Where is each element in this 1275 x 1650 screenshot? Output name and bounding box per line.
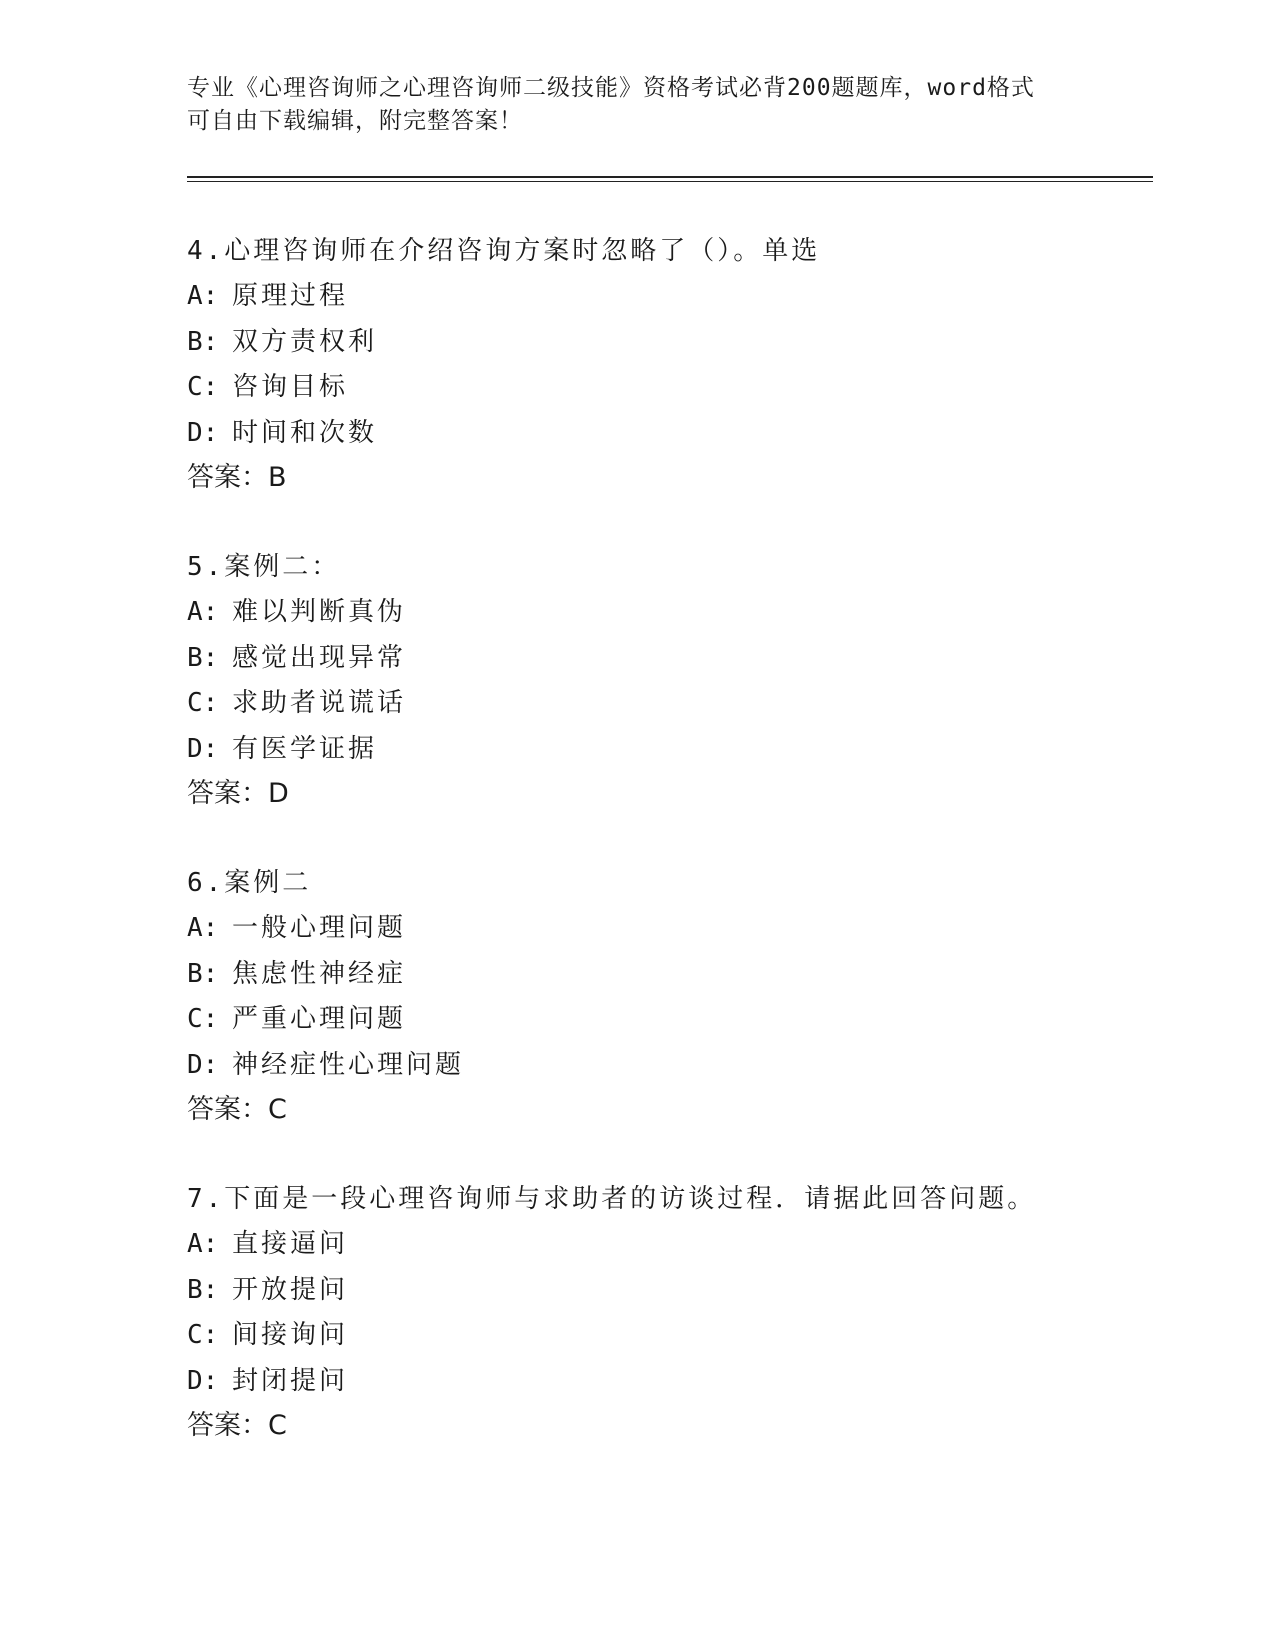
- answer-line: 答案：C: [187, 1410, 287, 1441]
- option-text: 焦虑性神经症: [232, 958, 407, 989]
- option-letter: D:: [187, 733, 219, 764]
- option-letter: C:: [187, 1004, 219, 1034]
- option-c: [187, 997, 1187, 1043]
- option-letter: D:: [187, 1365, 219, 1396]
- option-b: [187, 1268, 1187, 1314]
- option-text: 求助者说谎话: [232, 688, 407, 718]
- option-b: [187, 952, 1187, 998]
- option-text: 双方责权利: [232, 326, 378, 357]
- option-c: [187, 681, 1187, 727]
- option-text: 严重心理问题: [232, 1004, 407, 1034]
- question-text: 4.心理咨询师在介绍咨询方案时忽略了（）。单选: [187, 236, 821, 266]
- option-text: 有医学证据: [232, 733, 378, 764]
- option-letter: A:: [187, 597, 219, 627]
- question-block: [187, 228, 1187, 500]
- answer-line: 答案：C: [187, 1094, 287, 1125]
- option-a: [187, 590, 1187, 636]
- option-text: 原理过程: [232, 281, 349, 311]
- option-d: [187, 411, 1187, 457]
- option-letter: B:: [187, 1274, 219, 1305]
- option-d: [187, 1043, 1187, 1089]
- option-letter: B:: [187, 642, 219, 673]
- option-text: 感觉出现异常: [232, 642, 407, 673]
- option-b: [187, 636, 1187, 682]
- option-letter: A:: [187, 1229, 219, 1259]
- option-text: 封闭提问: [232, 1365, 349, 1396]
- option-letter: A:: [187, 913, 219, 943]
- option-text: 间接询问: [232, 1320, 349, 1350]
- option-text: 一般心理问题: [232, 913, 407, 943]
- option-letter: C:: [187, 372, 219, 402]
- document-header: [187, 72, 1087, 138]
- option-a: [187, 274, 1187, 320]
- option-letter: D:: [187, 417, 219, 448]
- option-text: 直接逼问: [232, 1229, 349, 1259]
- question-text: 7.下面是一段心理咨询师与求助者的访谈过程．请据此回答问题。: [187, 1184, 1037, 1214]
- option-text: 咨询目标: [232, 372, 349, 402]
- option-b: [187, 320, 1187, 366]
- answer-line: 答案：D: [187, 778, 289, 809]
- answer-line: 答案：B: [187, 462, 287, 493]
- header-line-2: 可自由下载编辑，附完整答案！: [187, 108, 523, 134]
- option-letter: A:: [187, 281, 219, 311]
- option-a: [187, 1222, 1187, 1268]
- option-letter: B:: [187, 958, 219, 989]
- option-c: [187, 365, 1187, 411]
- question-text: 5.案例二：: [187, 552, 341, 582]
- option-text: 时间和次数: [232, 417, 378, 448]
- option-text: 神经症性心理问题: [232, 1049, 465, 1080]
- header-line-1: 专业《心理咨询师之心理咨询师二级技能》资格考试必背200题题库，word格式: [187, 75, 1035, 101]
- question-block: [187, 1176, 1187, 1448]
- header-divider: [187, 176, 1153, 182]
- option-text: 开放提问: [232, 1274, 349, 1305]
- option-letter: B:: [187, 326, 219, 357]
- question-block: [187, 860, 1187, 1132]
- option-a: [187, 906, 1187, 952]
- question-text: 6.案例二: [187, 868, 312, 898]
- option-c: [187, 1313, 1187, 1359]
- option-letter: D:: [187, 1049, 219, 1080]
- option-letter: C:: [187, 688, 219, 718]
- option-d: [187, 1359, 1187, 1405]
- option-text: 难以判断真伪: [232, 597, 407, 627]
- question-block: [187, 544, 1187, 816]
- option-letter: C:: [187, 1320, 219, 1350]
- option-d: [187, 727, 1187, 773]
